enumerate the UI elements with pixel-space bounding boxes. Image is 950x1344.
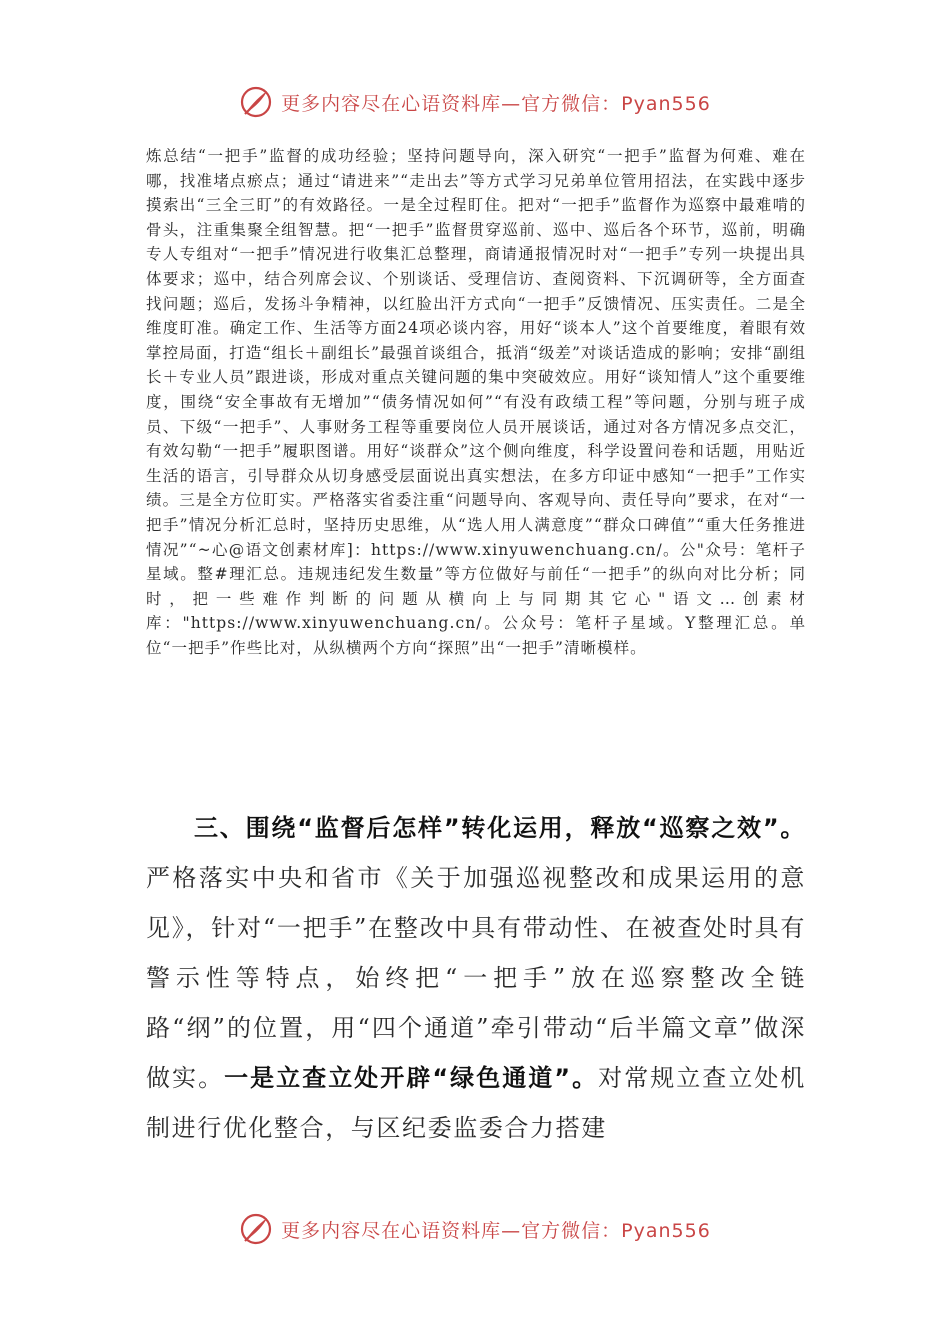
section-text-2: 对常规立查立处机制进行优化整合，与区纪委监委合力搭建: [146, 1064, 806, 1142]
point-heading: 一是立查立处开辟“绿色通道”。: [224, 1064, 599, 1092]
section-heading: 三、围绕“监督后怎样”转化运用，释放“巡察之效”。: [194, 814, 806, 842]
header-banner-text: 更多内容尽在心语资料库—官方微信：Pyan556: [281, 92, 711, 115]
header-banner: [0, 80, 950, 124]
quill-pen-logo-icon: [239, 85, 273, 119]
body-paragraph-large: [146, 803, 806, 1153]
section-text-1: 严格落实中央和省市《关于加强巡视整改和成果运用的意见》，针对“一把手”在整改中具有带动性、在被查处时具有警示性等特点，始终把“一把手”放在巡察整改全链路“纲”的位置，用“四个通道”牵引带动“后半篇文章”做深做实。: [146, 864, 806, 1092]
footer-banner-text: 更多内容尽在心语资料库—官方微信：Pyan556: [281, 1219, 711, 1242]
body-paragraph-small: 炼总结“一把手”监督的成功经验；坚持问题导向，深入研究“一把手”监督为何难、难在哪，找准堵点瘀点；通过“请进来”“走出去”等方式学习兄弟单位管用招法，在实践中逐步摸索出“三全三盯”的有效路径。一是全过程盯住。把对“一把手”监督作为巡察中最难啃的骨头，注重集聚全组智慧。把“一把手”监督贯穿巡前、巡中、巡后各个环节，巡前，明确专人专组对“一把手”情况进行收集汇总整理，商请通报情况时对“一把手”专列一块提出具体要求；巡中，结合列席会议、个别谈话、受理信访、查阅资料、下沉调研等，全方面查找问题；巡后，发扬斗争精神，以红脸出汗方式向“一把手”反馈情况、压实责任。二是全维度盯准。确定工作、生活等方面24项必谈内容，用好“谈本人”这个首要维度，着眼有效掌控局面，打造“组长＋副组长”最强首谈组合，抵消“级差”对谈话造成的影响；安排“副组长＋专业人员”跟进谈，形成对重点关键问题的集中突破效应。用好“谈知情人”这个重要维度，围绕“安全事故有无增加”“债务情况如何”“有没有政绩工程”等问题，分别与班子成员、下级“一把手”、人事财务工程等重要岗位人员开展谈话，通过对各方情况多点交汇，有效勾勒“一把手”履职图谱。用好“谈群众”这个侧向维度，科学设置问卷和话题，用贴近生活的语言，引导群众从切身感受层面说出真实想法，在多方印证中感知“一把手”工作实绩。三是全方位盯实。严格落实省委注重“问题导向、客观导向、责任导向”要求，在对“一把手”情况分析汇总时，坚持历史思维，从“选人用人满意度”“群众口碑值”“重大任务推进情况”“~心@语文创素材库]：https://www.xinyuwenchuang.cn/。公"众号：笔杆子星域。整#理汇总。违规违纪发生数量”等方位做好与前任“一把手”的纵向对比分析；同时，把一些难作判断的问题从横向上与同期其它心"语文…创素材库："https://www.xinyuwenchuang.cn/。公众号：笔杆子星域。Y整理汇总。单位“一把手”作些比对，从纵横两个方向“探照”出“一把手”清晰模样。: [146, 147, 806, 657]
footer-banner: [0, 1207, 950, 1251]
quill-pen-logo-icon: [239, 1212, 273, 1246]
